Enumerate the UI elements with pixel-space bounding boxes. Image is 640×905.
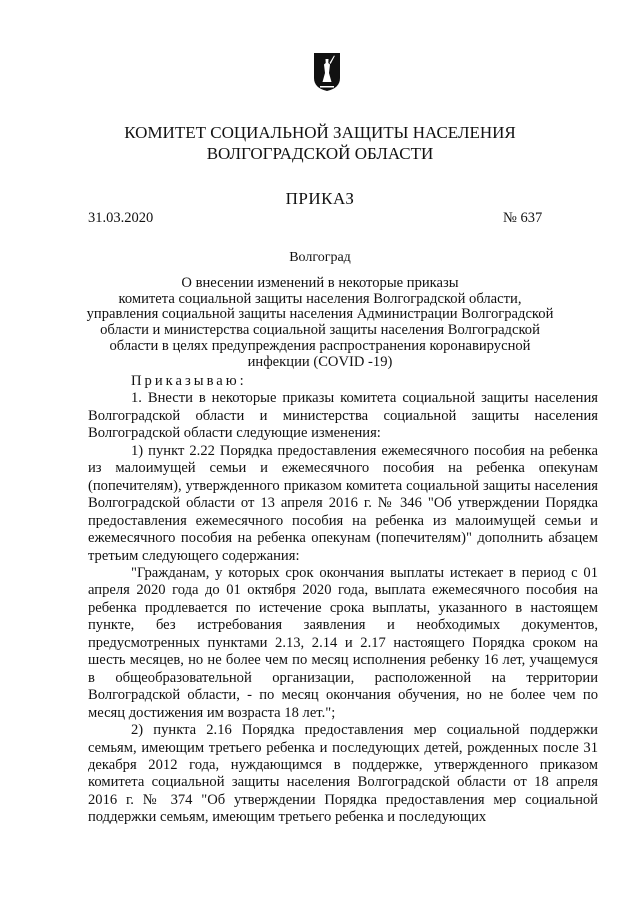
coat-of-arms-icon <box>313 52 341 92</box>
body-paragraph: "Гражданам, у которых срок окончания выплаты истекает в период с 01 апреля 2020 года до 01 октября 2020 года, выплата ежемесячного пособия на ребенка продлевается по истечение срока выплаты, указанного в настоящем пункте, без истребования заявления и необходимых документов, предусмотренных пунктами 2.13, 2.14 и 2.17 настоящего Порядка сроком на шесть месяцев, но не более чем по месяц исполнения ребенку 16 лет, учащемуся в общеобразовательной организации, расположенной на территории Волгоградской области, - по месяц окончания обучения, но не более чем по месяц достижения им возраста 18 лет."; <box>88 564 598 721</box>
document-subject <box>0 276 640 370</box>
organization-line-1: КОМИТЕТ СОЦИАЛЬНОЙ ЗАЩИТЫ НАСЕЛЕНИЯ <box>124 123 516 142</box>
body-paragraph: 1) пункт 2.22 Порядка предоставления ежемесячного пособия на ребенка из малоимущей семьи и ежемесячного пособия на ребенка опекунам (попечителям), утвержденного приказом комитета социальной защиты населения Волгоградской области от 13 апреля 2016 г. № 346 "Об утверждении Порядка предоставления ежемесячного пособия на ребенка из малоимущей семьи и ежемесячного пособия на ребенка опекунам (попечителям)" дополнить абзацем третьим следующего содержания: <box>88 442 598 564</box>
subject-line: управления социальной защиты населения Администрации Волгоградской <box>86 306 554 323</box>
document-number: № 637 <box>503 210 543 226</box>
document-date: 31.03.2020 <box>88 210 154 226</box>
subject-line: области в целях предупреждения распространения коронавирусной <box>109 337 531 354</box>
subject-line: инфекции (COVID -19) <box>247 353 393 370</box>
subject-line: области и министерства социальной защиты населения Волгоградской <box>100 322 540 339</box>
document-city: Волгоград <box>289 250 351 265</box>
document-type: ПРИКАЗ <box>285 189 355 208</box>
order-word: Приказываю: <box>131 373 247 389</box>
organization-name <box>0 122 640 164</box>
organization-line-2: ВОЛГОГРАДСКОЙ ОБЛАСТИ <box>206 144 434 163</box>
subject-line: комитета социальной защиты населения Волгоградской области, <box>118 290 522 307</box>
body-paragraph: 1. Внести в некоторые приказы комитета социальной защиты населения Волгоградской области и министерства социальной защиты населения Волгоградской области следующие изменения: <box>88 390 598 442</box>
subject-line: О внесении изменений в некоторые приказы <box>181 275 459 291</box>
document-body <box>88 373 598 827</box>
body-paragraph: 2) пункта 2.16 Порядка предоставления мер социальной поддержки семьям, имеющим третьего ребенка и последующих детей, рожденных после 31 декабря 2012 года, нуждающимся в поддержке, утвержденного приказом комитета социальной защиты населения Волгоградской области от 18 апреля 2016 г. № 374 "Об утверждении Порядка предоставления мер социальной поддержки семьям, имеющим третьего ребенка и последующих <box>88 722 598 826</box>
